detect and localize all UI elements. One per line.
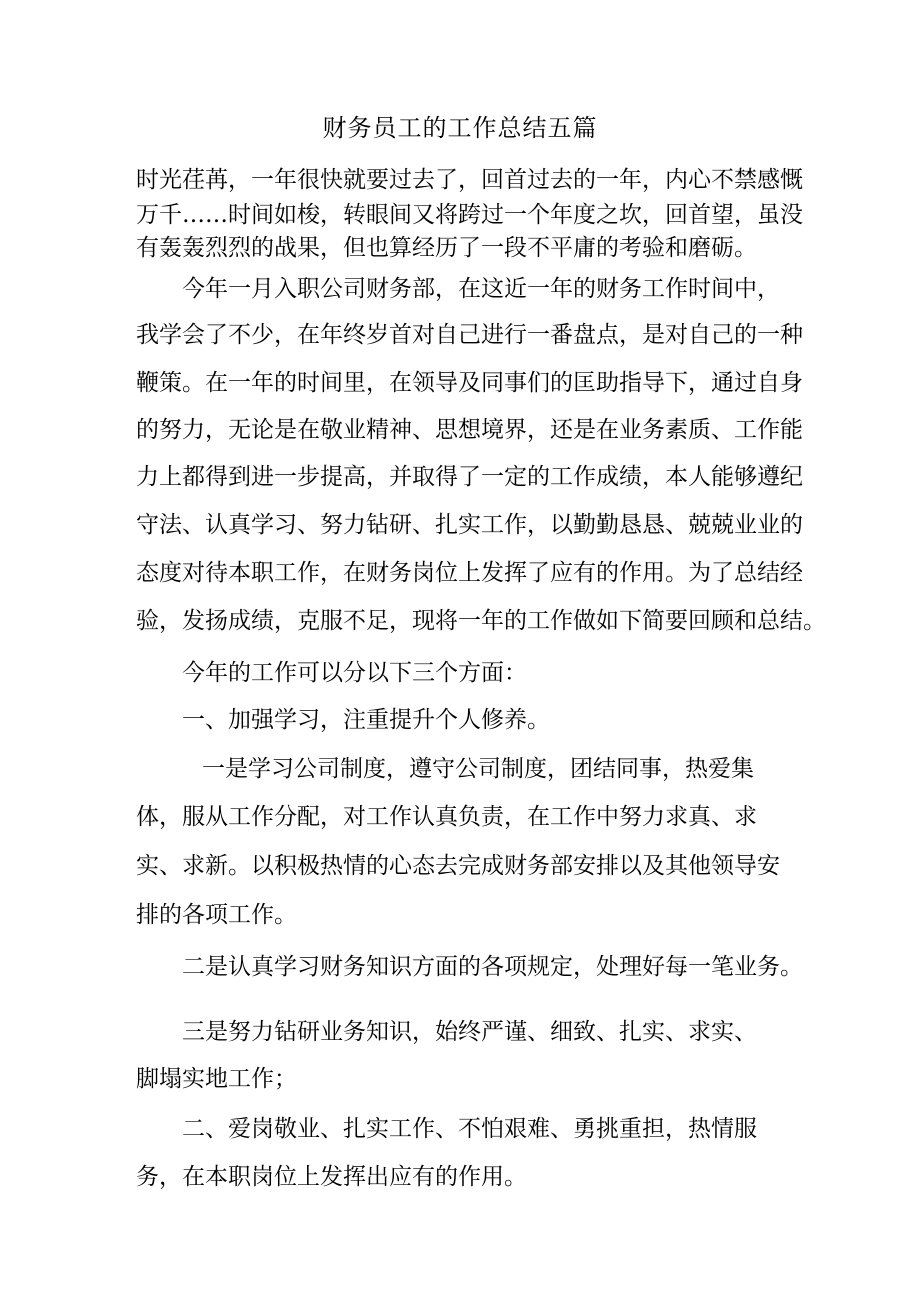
text-line: 验，发扬成绩，克服不足，现将一年的工作做如下简要回顾和总结。 <box>136 608 826 634</box>
document-title: 财务员工的工作总结五篇 <box>322 114 598 142</box>
text-line: 一是学习公司制度，遵守公司制度，团结同事，热爱集 <box>202 756 754 782</box>
text-line: 今年的工作可以分以下三个方面： <box>182 660 527 686</box>
text-line: 今年一月入职公司财务部，在这近一年的财务工作时间中， <box>182 276 780 302</box>
text-line: 有轰轰烈烈的战果，但也算经历了一段不平庸的考验和磨砺。 <box>136 235 757 261</box>
text-line: 万千……时间如梭，转眼间又将跨过一个年度之坎，回首望，虽没 <box>136 202 803 228</box>
text-line: 时光荏苒，一年很快就要过去了，回首过去的一年，内心不禁感慨 <box>136 167 803 193</box>
text-line: 力上都得到进一步提高，并取得了一定的工作成绩，本人能够遵纪 <box>136 464 803 490</box>
text-line: 我学会了不少，在年终岁首对自己进行一番盘点，是对自己的一种 <box>136 322 803 348</box>
text-line: 态度对待本职工作，在财务岗位上发挥了应有的作用。为了总结经 <box>136 560 803 586</box>
text-line: 的努力，无论是在敬业精神、思想境界，还是在业务素质、工作能 <box>136 417 803 443</box>
text-line: 脚塌实地工作； <box>136 1066 297 1092</box>
section-heading: 二、爱岗敬业、扎实工作、不怕艰难、勇挑重担，热情服 <box>182 1116 757 1142</box>
text-line: 务，在本职岗位上发挥出应有的作用。 <box>136 1164 527 1190</box>
text-line: 鞭策。在一年的时间里，在领导及同事们的匡助指导下，通过自身 <box>136 370 803 396</box>
text-line: 体，服从工作分配，对工作认真负责，在工作中努力求真、求 <box>136 804 757 830</box>
text-line: 二是认真学习财务知识方面的各项规定，处理好每一笔业务。 <box>182 954 803 980</box>
text-line: 守法、认真学习、努力钻研、扎实工作，以勤勤恳恳、兢兢业业的 <box>136 512 803 538</box>
section-heading: 一、加强学习，注重提升个人修养。 <box>182 707 550 733</box>
text-line: 排的各项工作。 <box>136 902 297 928</box>
text-line: 三是努力钻研业务知识，始终严谨、细致、扎实、求实、 <box>182 1019 757 1045</box>
text-line: 实、求新。以积极热情的心态去完成财务部安排以及其他领导安 <box>136 853 780 879</box>
